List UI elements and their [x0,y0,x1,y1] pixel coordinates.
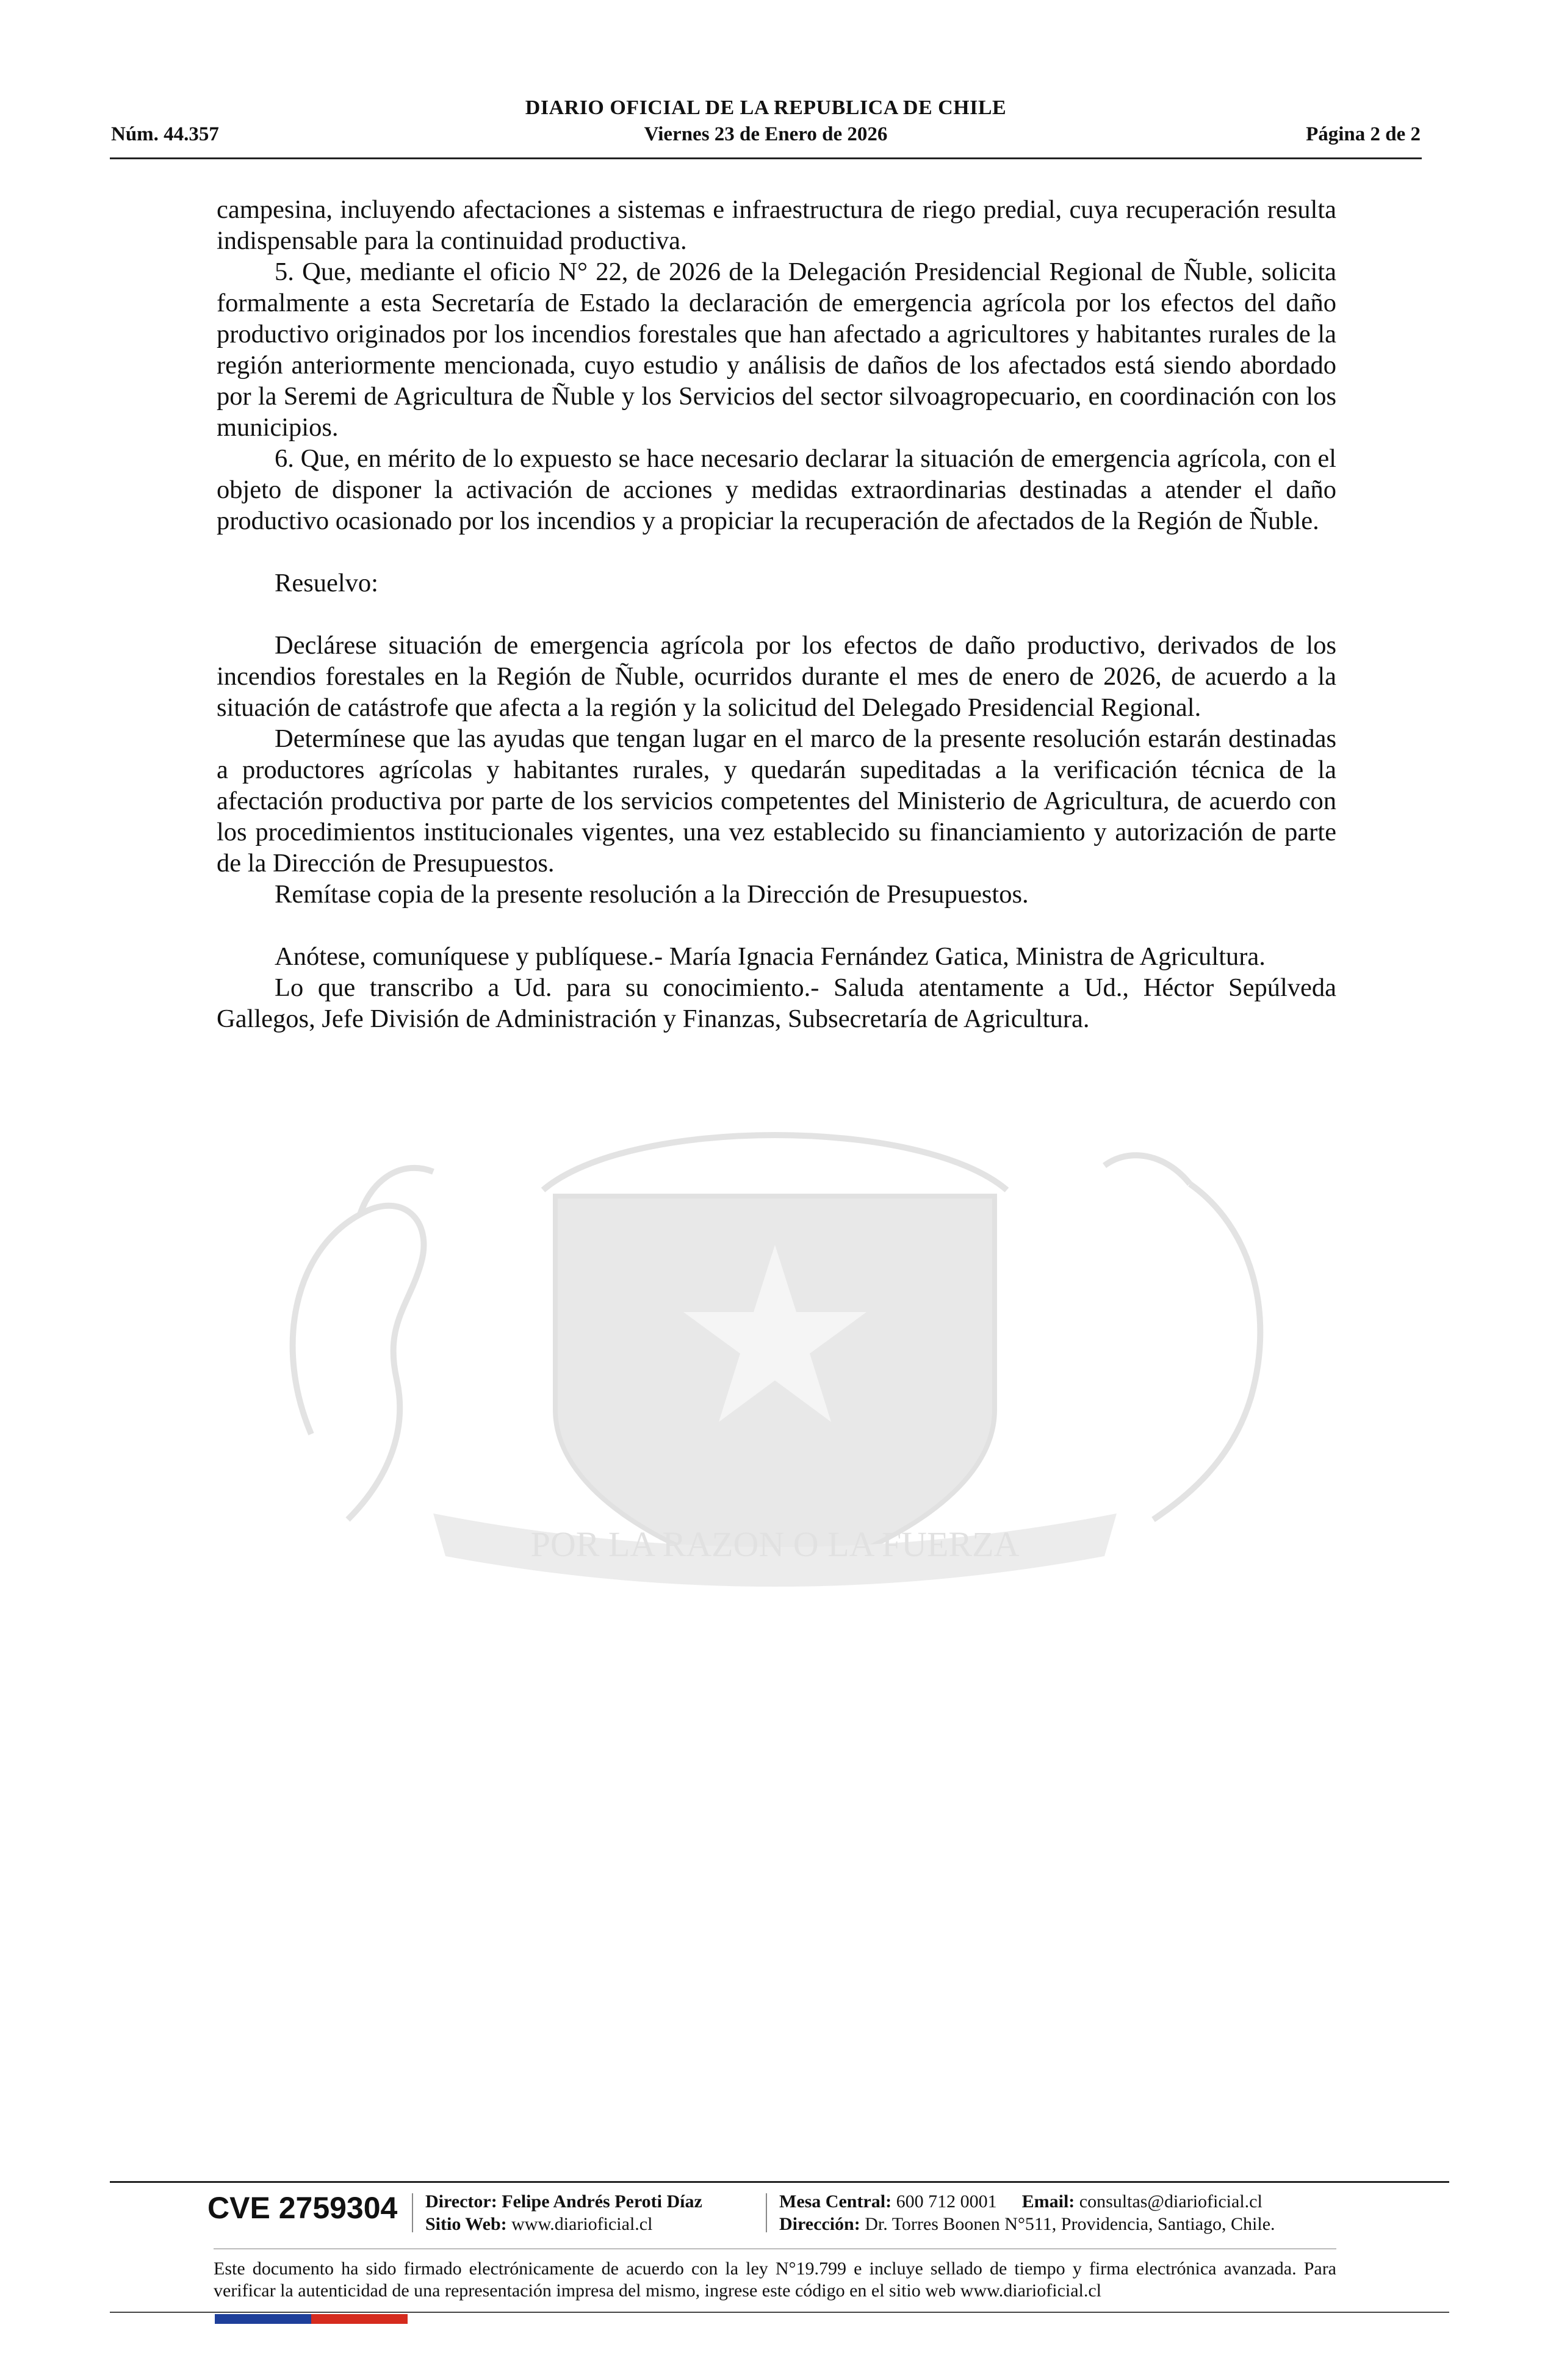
email-label: Email: [1021,2191,1075,2212]
contact-line [779,2191,1262,2213]
footer-separator [766,2193,767,2232]
resolution-1: Declárese situación de emergencia agrícola por los efectos de daño productivo, derivados de los incendios forestales en la Región de Ñuble, ocurridos durante el mes de enero de 2026, de acuerdo a la situación de catástrofe que afecta a la región y la solicitud del Delegado Presidencial Regional. [217,631,1336,722]
resolution-2: Determínese que las ayudas que tengan lugar en el marco de la presente resolución estarán destinadas a productores agrícolas y habitantes rurales, y quedarán supeditadas a la verificación técnica de la afectación productiva por parte de los servicios competentes del Ministerio de Agricultura, de acuerdo con los procedimientos institucionales vigentes, una vez establecido su financiamiento y autorización de parte de la Dirección de Presupuestos. [217,724,1336,878]
website-line [425,2213,652,2235]
coat-of-arms-watermark [201,1092,1349,1617]
director-name: Felipe Andrés Peroti Díaz [502,2191,702,2212]
resolution-3: Remítase copia de la presente resolución a la Dirección de Presupuestos. [275,880,1029,909]
closing-ministry: Anótese, comuníquese y publíquese.- María Ignacia Fernández Gatica, Ministra de Agricultura. [275,942,1266,971]
phone-label: Mesa Central: [779,2191,892,2212]
watermark-motto: POR LA RAZON O LA FUERZA [530,1524,1020,1564]
journal-title: DIARIO OFICIAL DE LA REPUBLICA DE CHILE [525,96,1007,119]
footer-divider-mid [214,2248,1336,2249]
footer-divider-bottom [110,2312,1449,2313]
address-text: Dr. Torres Boonen N°511, Providencia, Santiago, Chile. [865,2214,1275,2234]
address-label: Dirección: [779,2214,860,2234]
email-link[interactable]: consultas@diarioficial.cl [1079,2191,1262,2212]
website-link[interactable]: www.diarioficial.cl [511,2214,653,2234]
director-label: Director: [425,2191,497,2212]
issue-number: Núm. 44.357 [111,123,219,145]
document-body [217,194,1336,1034]
website-label: Sitio Web: [425,2214,507,2234]
closing-transcription: Lo que transcribo a Ud. para su conocimiento.- Saluda atentamente a Ud., Héctor Sepúlveda Gallegos, Jefe División de Administración y Finanzas, Subsecretaría de Agricultura. [217,973,1336,1033]
address-line [779,2213,1275,2235]
cve-code: CVE 2759304 [207,2191,398,2225]
paragraph-continuation: campesina, incluyendo afectaciones a sistemas e infraestructura de riego predial, cuya recuperación resulta indispensable para la continuidad productiva. [217,195,1336,255]
flag-stripe-blue [215,2314,311,2324]
director-line [425,2191,702,2213]
footer-separator [412,2193,413,2232]
phone-number: 600 712 0001 [896,2191,997,2212]
paragraph-6: 6. Que, en mérito de lo expuesto se hace necesario declarar la situación de emergencia agrícola, con el objeto de disponer la activación de acciones y medidas extraordinarias destinadas a atender el daño productivo ocasionado por los incendios y a propiciar la recuperación de afectados de la Región de Ñuble. [217,444,1336,535]
flag-stripe-red [311,2314,408,2324]
page-header [110,92,1422,159]
page-number: Página 2 de 2 [1306,123,1421,145]
issue-date: Viernes 23 de Enero de 2026 [644,123,888,145]
resuelvo-heading: Resuelvo: [275,569,378,597]
footer-divider-top [110,2181,1449,2183]
header-divider [110,157,1422,159]
electronic-signature-notice: Este documento ha sido firmado electrónicamente de acuerdo con la ley N°19.799 e incluye sellado de tiempo y firma electrónica avanzada. Para verificar la autenticidad de una representación impresa del mismo, ingrese este código en el sitio web www.diarioficial.cl [214,2259,1336,2301]
paragraph-5: 5. Que, mediante el oficio N° 22, de 2026 de la Delegación Presidencial Regional de Ñuble, solicita formalmente a esta Secretaría de Estado la declaración de emergencia agrícola por los efectos del daño productivo originados por los incendios forestales que han afectado a agricultores y habitantes rurales de la región anteriormente mencionada, cuyo estudio y análisis de daños de los afectados está siendo abordado por la Seremi de Agricultura de Ñuble y los Servicios del sector silvoagropecuario, en coordinación con los municipios. [217,258,1336,442]
